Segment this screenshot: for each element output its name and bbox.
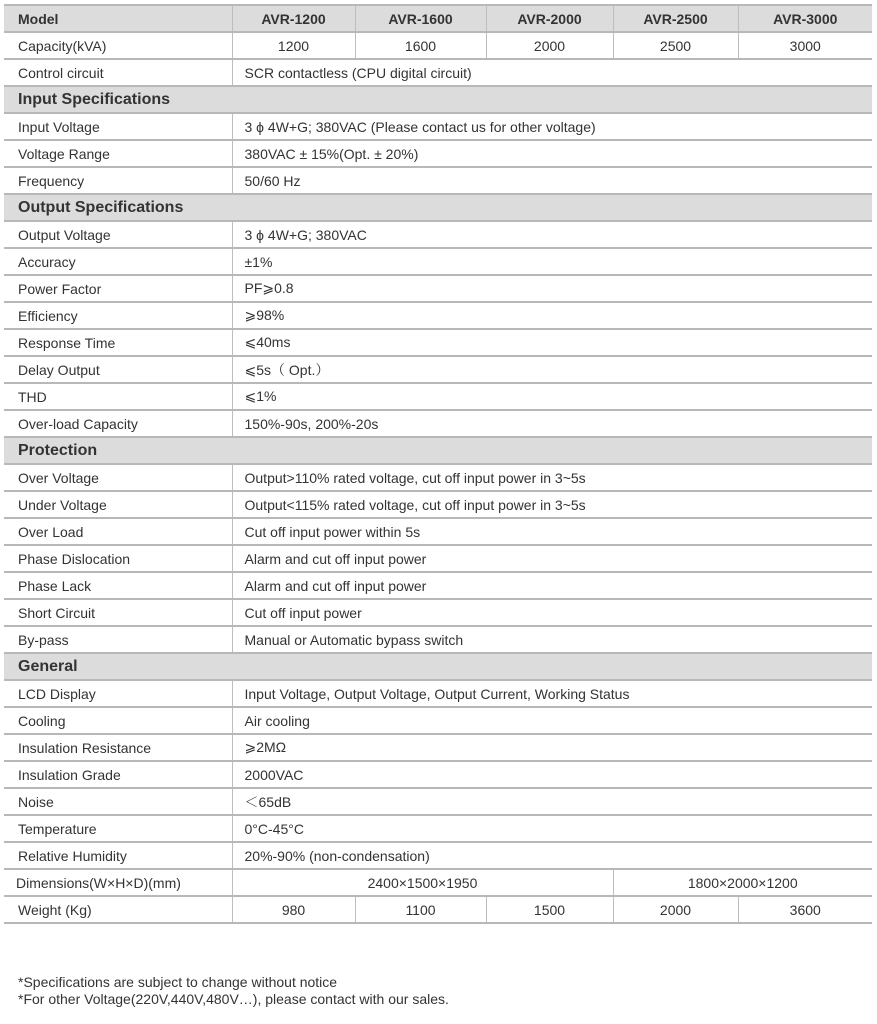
weight-value: 1100 (355, 896, 486, 923)
footnote-specifications: *Specifications are subject to change without notice (18, 974, 338, 990)
spec-row (4, 302, 872, 329)
capacity-label: Capacity(kVA) (4, 32, 232, 59)
spec-value: Output<115% rated voltage, cut off input power in 3~5s (232, 491, 872, 518)
spec-value: ＜65dB (232, 788, 872, 815)
weight-value: 2000 (613, 896, 738, 923)
spec-value: 50/60 Hz (232, 167, 872, 194)
spec-row (4, 761, 872, 788)
spec-row (4, 248, 872, 275)
spec-value: Input Voltage, Output Voltage, Output Current, Working Status (232, 680, 872, 707)
model-avr-2500: AVR-2500 (613, 5, 738, 32)
footnote-other-voltage: *For other Voltage(220V,440V,480V…), please contact with our sales. (18, 991, 449, 1007)
spec-value: 3 ϕ 4W+G; 380VAC (Please contact us for other voltage) (232, 113, 872, 140)
section-title: General (4, 653, 872, 680)
spec-label: LCD Display (4, 680, 232, 707)
spec-row (4, 167, 872, 194)
spec-row (4, 788, 872, 815)
spec-value: ⩽5s（ Opt.） (232, 356, 872, 383)
spec-value: Output>110% rated voltage, cut off input power in 3~5s (232, 464, 872, 491)
spec-label: Phase Lack (4, 572, 232, 599)
spec-value: ±1% (232, 248, 872, 275)
spec-row (4, 734, 872, 761)
spec-row (4, 572, 872, 599)
spec-value: ⩽40ms (232, 329, 872, 356)
dimensions-row (4, 869, 872, 896)
control-circuit-row (4, 59, 872, 86)
spec-label: Efficiency (4, 302, 232, 329)
section-general (4, 653, 872, 680)
spec-label: Response Time (4, 329, 232, 356)
footnotes (18, 974, 449, 1008)
control-circuit-label: Control circuit (4, 59, 232, 86)
spec-value: Manual or Automatic bypass switch (232, 626, 872, 653)
spec-label: Over Load (4, 518, 232, 545)
spec-value: 0°C-45°C (232, 815, 872, 842)
spec-label: Output Voltage (4, 221, 232, 248)
spec-value: ⩽1% (232, 383, 872, 410)
model-label: Model (4, 5, 232, 32)
spec-label: Insulation Resistance (4, 734, 232, 761)
specification-table (4, 4, 872, 924)
spec-label: Frequency (4, 167, 232, 194)
spec-label: Relative Humidity (4, 842, 232, 869)
spec-label: Phase Dislocation (4, 545, 232, 572)
spec-row (4, 626, 872, 653)
weight-label: Weight (Kg) (4, 896, 232, 923)
spec-row (4, 329, 872, 356)
capacity-value: 1200 (232, 32, 355, 59)
spec-label: Cooling (4, 707, 232, 734)
spec-row (4, 815, 872, 842)
spec-label: Short Circuit (4, 599, 232, 626)
capacity-value: 3000 (738, 32, 872, 59)
model-avr-1200: AVR-1200 (232, 5, 355, 32)
spec-label: Delay Output (4, 356, 232, 383)
spec-label: Accuracy (4, 248, 232, 275)
spec-label: Over-load Capacity (4, 410, 232, 437)
spec-value: 20%-90% (non-condensation) (232, 842, 872, 869)
capacity-row (4, 32, 872, 59)
spec-label: Temperature (4, 815, 232, 842)
model-header-row (4, 5, 872, 32)
spec-value: ⩾98% (232, 302, 872, 329)
spec-row (4, 383, 872, 410)
spec-label: Power Factor (4, 275, 232, 302)
spec-row (4, 275, 872, 302)
spec-row (4, 491, 872, 518)
spec-value: 2000VAC (232, 761, 872, 788)
spec-row (4, 410, 872, 437)
spec-label: Insulation Grade (4, 761, 232, 788)
spec-label: Under Voltage (4, 491, 232, 518)
weight-value: 1500 (486, 896, 613, 923)
spec-value: Cut off input power within 5s (232, 518, 872, 545)
spec-row (4, 140, 872, 167)
dimensions-group-a: 2400×1500×1950 (232, 869, 613, 896)
spec-row (4, 518, 872, 545)
spec-value: 3 ϕ 4W+G; 380VAC (232, 221, 872, 248)
weight-row (4, 896, 872, 923)
capacity-value: 2000 (486, 32, 613, 59)
spec-row (4, 545, 872, 572)
spec-row (4, 707, 872, 734)
spec-value: 380VAC ± 15%(Opt. ± 20%) (232, 140, 872, 167)
spec-row (4, 842, 872, 869)
dimensions-label: Dimensions(W×H×D)(mm) (4, 869, 232, 896)
weight-value: 980 (232, 896, 355, 923)
spec-row (4, 464, 872, 491)
spec-label: Voltage Range (4, 140, 232, 167)
section-title: Input Specifications (4, 86, 872, 113)
section-input-specifications (4, 86, 872, 113)
spec-value: ⩾2MΩ (232, 734, 872, 761)
spec-label: Noise (4, 788, 232, 815)
spec-row (4, 680, 872, 707)
spec-row (4, 221, 872, 248)
spec-row (4, 113, 872, 140)
section-protection (4, 437, 872, 464)
capacity-value: 2500 (613, 32, 738, 59)
spec-label: Input Voltage (4, 113, 232, 140)
model-avr-2000: AVR-2000 (486, 5, 613, 32)
weight-value: 3600 (738, 896, 872, 923)
spec-label: Over Voltage (4, 464, 232, 491)
spec-row (4, 599, 872, 626)
spec-value: 150%-90s, 200%-20s (232, 410, 872, 437)
spec-value: PF⩾0.8 (232, 275, 872, 302)
spec-label: By-pass (4, 626, 232, 653)
spec-value: Alarm and cut off input power (232, 545, 872, 572)
section-title: Protection (4, 437, 872, 464)
section-output-specifications (4, 194, 872, 221)
model-avr-3000: AVR-3000 (738, 5, 872, 32)
control-circuit-value: SCR contactless (CPU digital circuit) (232, 59, 872, 86)
spec-value: Cut off input power (232, 599, 872, 626)
model-avr-1600: AVR-1600 (355, 5, 486, 32)
spec-row (4, 356, 872, 383)
section-title: Output Specifications (4, 194, 872, 221)
spec-value: Air cooling (232, 707, 872, 734)
spec-value: Alarm and cut off input power (232, 572, 872, 599)
capacity-value: 1600 (355, 32, 486, 59)
spec-label: THD (4, 383, 232, 410)
dimensions-group-b: 1800×2000×1200 (613, 869, 872, 896)
